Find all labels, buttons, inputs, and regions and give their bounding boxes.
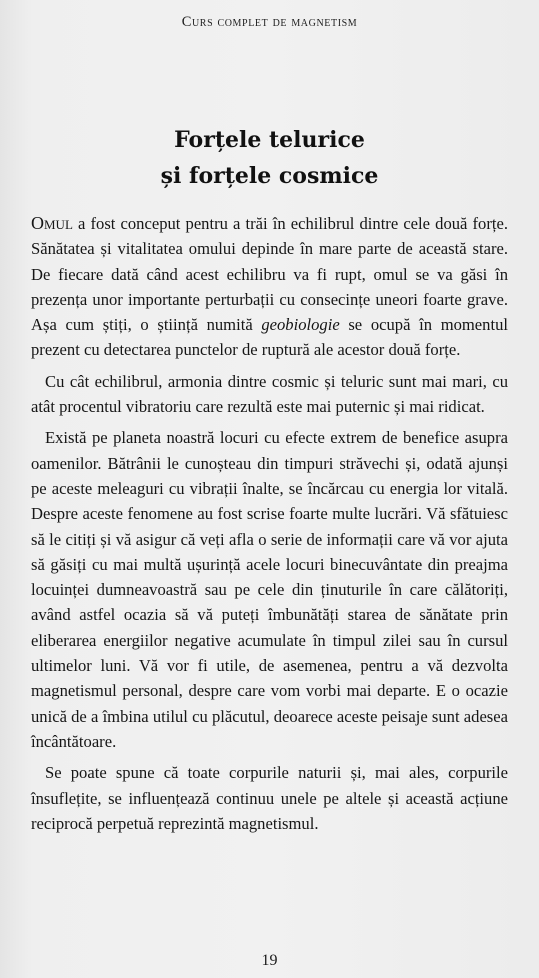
- paragraph-1-text-b: se ocupă în momentul prezent cu detectarea punctelor de ruptură ale acestor două forțe.: [31, 315, 508, 360]
- body-text: [31, 211, 508, 842]
- paragraph-4: Se poate spune că toate corpurile naturii și, mai ales, corpurile însuflețite, se influențează continuu unele pe altele și această acțiune reciprocă perpetuă reprezintă magnetismul.: [31, 763, 508, 833]
- chapter-title-line-1: Forțele telurice: [174, 127, 365, 153]
- paragraph-3: Există pe planeta noastră locuri cu efecte extrem de benefice asupra oamenilor. Bătrânii le cunoșteau din timpuri străvechi și, odată ajunși pe aceste meleaguri cu vibrații înalte, se încărcau cu energia lor vitală. Despre aceste fenomene au fost scrise foarte multe lucrări. Vă sfătuiesc să le citiți și vă asigur că veți afla o serie de informații care vă vor ajuta să găsiți cu mai multă ușurință acele locuri binecuvântate din preajma locuinței dumneavoastră sau pe cele din ținuturile în care călătoriți, având astfel ocazia să vă puteți îmbunătăți starea de sănătate prin eliberarea energiilor negative acumulate în timpul zilei sau în cursul ultimelor luni. Vă vor fi utile, de asemenea, pentru a vă dezvolta magnetismul personal, despre care vom vorbi mai departe. E o ocazie unică de a îmbina utilul cu plăcutul, deoarece aceste peisaje sunt adesea încântătoare.: [31, 428, 508, 751]
- running-header: Curs complet de magnetism: [181, 14, 358, 30]
- paragraph-1-text-a: a fost conceput pentru a trăi în echilibrul dintre cele două forțe. Sănătatea și vitalitatea omului depinde în mare parte de această stare. De fiecare dată când acest echilibru va fi rupt, omul se va găsi în prezența unor importante perturbații cu consecințe uneori foarte grave. Așa cum știți, o știință numită: [31, 214, 508, 335]
- page-number: 19: [261, 952, 278, 969]
- chapter-title: [0, 122, 539, 194]
- paragraph-1: [31, 211, 508, 363]
- lead-word: Omul: [31, 213, 73, 233]
- chapter-title-line-2: și forțele cosmice: [160, 163, 379, 189]
- emphasized-term: geobiologie: [261, 315, 340, 335]
- paragraph-2: Cu cât echilibrul, armonia dintre cosmic și teluric sunt mai mari, cu atât procentul vibratoriu care rezultă este mai puternic și mai ridicat.: [31, 371, 508, 417]
